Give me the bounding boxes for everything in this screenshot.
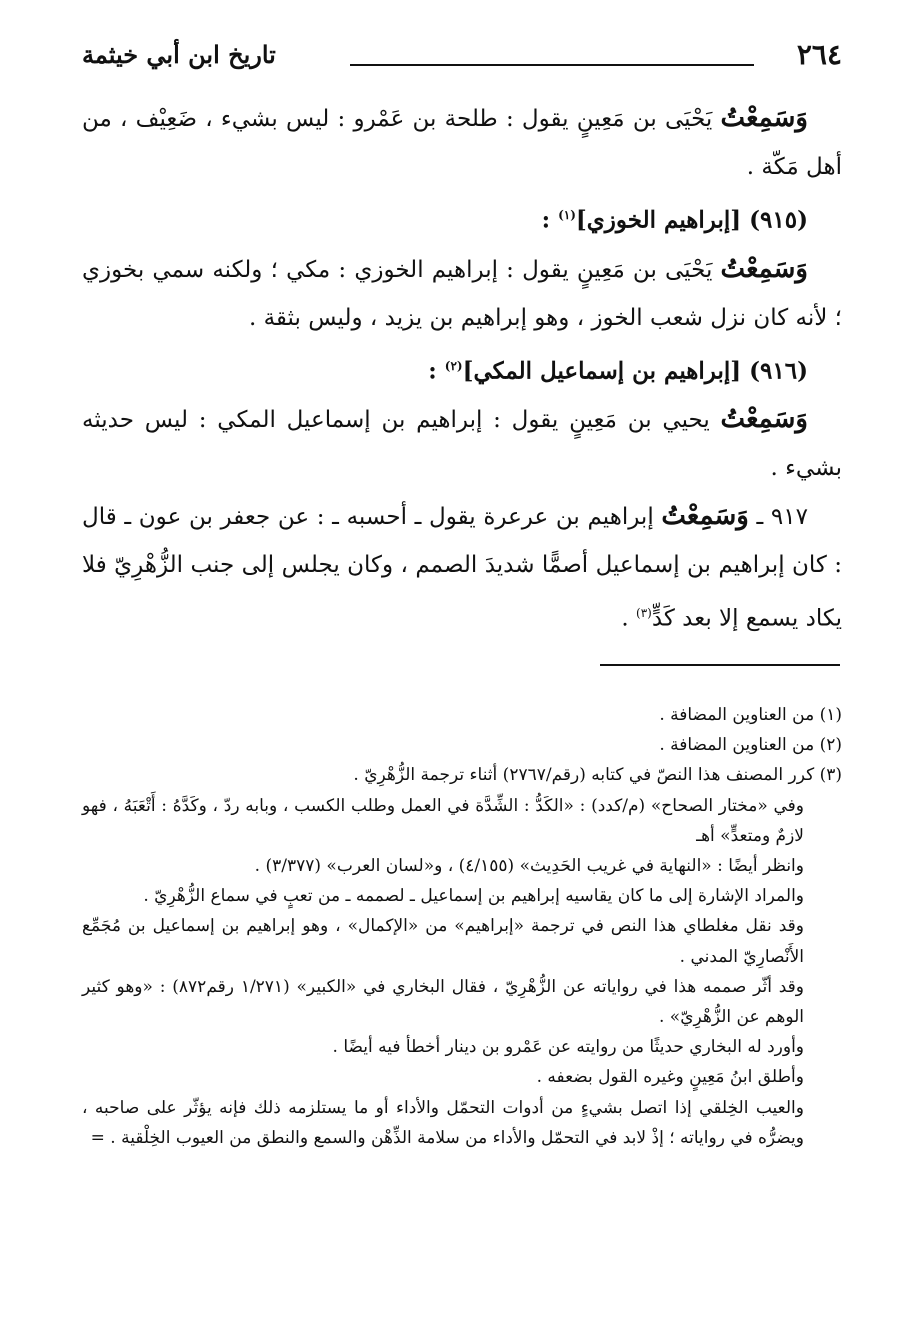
footnote-marker: (١) — [558, 208, 576, 222]
paragraph-tail: . — [621, 605, 637, 632]
paragraph-khuzi — [82, 245, 842, 342]
footnote-3-continuation: وأطلق ابنُ مَعِينٍ وغيره القول بضعفه . — [536, 1067, 804, 1088]
header-rule — [350, 64, 754, 66]
footnote-3-continuation: وأورد له البخاري حديثًا من روايته عن عَمْرو بن دينار أخطأ فيه أيضًا . — [332, 1037, 804, 1058]
main-text — [82, 94, 842, 643]
footnote-3-continuation: والمراد الإشارة إلى ما كان يقاسيه إبراهيم بن إسماعيل ـ لصممه ـ من تعبٍ في سماع الزُّهْرِيّ . — [143, 886, 804, 907]
page-header — [82, 38, 842, 78]
paragraph-text: يَحْيَى بن مَعِينٍ يقول : إبراهيم الخوزي : مكي ؛ ولكنه سمي بخوزي ؛ لأنه كان نزل شعب الخوز ، وهو إبراهيم بن يزيد ، وليس بثقة . — [82, 256, 842, 331]
footnote-marker: (٣) — [636, 606, 652, 621]
paragraph-talha — [82, 94, 842, 191]
footnote-separator — [600, 664, 840, 666]
heading-tail: : — [428, 357, 445, 385]
verb-samiat: وَسَمِعْتُ — [720, 253, 808, 284]
heading-text: (٩١٦) [إبراهيم بن إسماعيل المكي] — [462, 357, 808, 385]
footnote-3-continuation: وفي «مختار الصحاح» (م/كدد) : «الكَدُّ : الشِّدَّة في العمل وطلب الكسب ، وبابه ردّ ، وكَدَّهُ : أَتْعَبَهُ ، فهو لازمٌ ومتعدٍّ» أهـ — [82, 795, 804, 846]
running-title: تاريخ ابن أبي خيثمة — [82, 40, 276, 69]
verb-samiat: وَسَمِعْتُ — [720, 404, 808, 435]
verb-samiat: وَسَمِعْتُ — [720, 103, 808, 133]
heading-tail: : — [541, 206, 559, 234]
footnote-2: (٢) من العناوين المضافة . — [659, 735, 842, 756]
footnote-3-continuation: وقد أثّر صممه هذا في رواياته عن الزُّهْرِيّ ، فقال البخاري في «الكبير» (١/٢٧١ رقم٨٧٢) : «وهو كثير الوهم عن الزُّهْرِيّ» . — [82, 976, 804, 1028]
heading-916 — [82, 342, 842, 396]
paragraph-makki — [82, 395, 842, 492]
paragraph-text: يَحْيَى بن مَعِينٍ يقول : طلحة بن عَمْرو : ليس بشيء ، ضَعِيْف ، من أهل مَكّة . — [82, 106, 842, 180]
page-number: ٢٦٤ — [796, 38, 842, 71]
footnote-3-continuation: وقد نقل مغلطاي هذا النص في ترجمة «إبراهيم» من «الإكمال» ، وهو إبراهيم بن إسماعيل بن مُجَمِّع الأَنْصارِيّ المدني . — [82, 916, 804, 967]
footnote-1: (١) من العناوين المضافة . — [659, 705, 842, 725]
paragraph-text: يحيي بن مَعِينٍ يقول : إبراهيم بن إسماعيل المكي : ليس حديثه بشيء . — [82, 407, 842, 482]
heading-915 — [82, 191, 842, 245]
verb-samiat: وَسَمِعْتُ — [661, 501, 749, 532]
paragraph-text: إبراهيم بن عرعرة يقول ـ أحسبه ـ : عن جعفر بن عون ـ قال : كان إبراهيم بن إسماعيل أصمًّا شديدَ الصمم ، وكان يجلس إلى جنب الزُّهْرِيّ فلا يكاد يسمع إلا بعد كَدٍّ — [82, 504, 842, 632]
footnote-3: (٣) كرر المصنف هذا النصّ في كتابه (رقم/٢٧٦٧) أثناء ترجمة الزُّهْرِيّ . — [353, 765, 842, 786]
footnotes — [82, 700, 842, 1153]
footnote-3-continuation: والعيب الخِلقي إذا اتصل بشيءٍ من أدوات التحمّل والأداء أو ما يستلزمه ذلك فإنه يؤثّر على صاحبه ، ويضرُّه في رواياته ؛ إذْ لابد في التحمّل والأداء من سلامة الذِّهْن والسمع والنطق من العيوب الخِلْقية . = — [82, 1097, 804, 1148]
paragraph-917 — [82, 492, 842, 643]
entry-number: ٩١٧ ـ — [748, 504, 808, 531]
heading-text: (٩١٥) [إبراهيم الخوزي] — [575, 206, 808, 234]
footnote-marker: (٢) — [444, 358, 463, 373]
footnote-3-continuation: وانظر أيضًا : «النهاية في غريب الحَدِيث» (٤/١٥٥) ، و«لسان العرب» (٣/٣٧٧) . — [254, 856, 804, 877]
